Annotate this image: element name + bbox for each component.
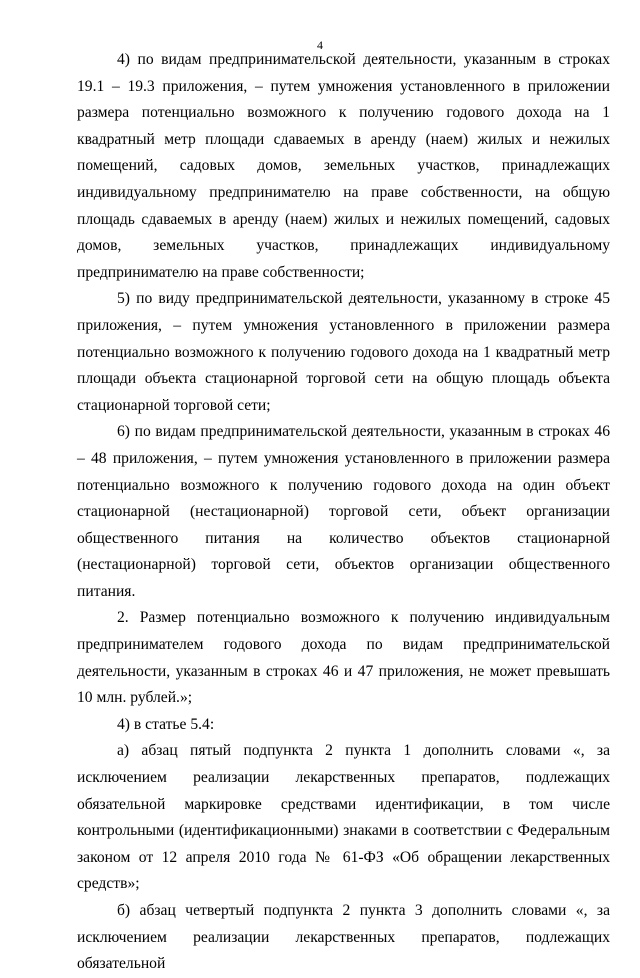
paragraph-item-4: 4) по видам предпринимательской деятельности, указанным в строках 19.1 – 19.3 приложения, – путем умножения установленного в приложении размера потенциально возможного к получению годового дохода на 1 квадратный метр площади сдаваемых в аренду (наем) жилых и нежилых помещений, садовых домов, земельных участков, принадлежащих индивидуальному предпринимателю на праве собственности, на общую площадь сдаваемых в аренду (наем) жилых и нежилых помещений, садовых домов, земельных участков, принадлежащих индивидуальному предпринимателю на праве собственности;	[77, 51, 610, 281]
document-body	[77, 47, 610, 978]
paragraph-subitem-b: б) абзац четвертый подпункта 2 пункта 3 дополнить словами «, за исключением реализации лекарственных препаратов, подлежащих обязательной	[77, 902, 610, 973]
page-number: 4	[317, 38, 323, 52]
paragraph-subitem-a: а) абзац пятый подпункта 2 пункта 1 дополнить словами «, за исключением реализации лекарственных препаратов, подлежащих обязательной маркировке средствами идентификации, в том числе контрольными (идентификационными) знаками в соответствии с Федеральным законом от 12 апреля 2010 года № 61-ФЗ «Об обращении лекарственных средств»;	[77, 742, 610, 893]
paragraph-article-5-4: 4) в статье 5.4:	[117, 715, 215, 733]
paragraph-section-2: 2. Размер потенциально возможного к получению индивидуальным предпринимателем годового дохода по видам предпринимательской деятельности, указанным в строках 46 и 47 приложения, не может превышать 10 млн. рублей.»;	[77, 609, 610, 707]
paragraph-item-5: 5) по виду предпринимательской деятельности, указанному в строке 45 приложения, – путем умножения установленного в приложении размера потенциально возможного к получению годового дохода на 1 квадратный метр площади объекта стационарной торговой сети на общую площадь объекта стационарной торговой сети;	[77, 290, 610, 414]
paragraph-item-6: 6) по видам предпринимательской деятельности, указанным в строках 46 – 48 приложения, – путем умножения установленного в приложении размера потенциально возможного к получению годового дохода на один объект стационарной (нестационарной) торговой сети, объект организации общественного питания на количество объектов стационарной (нестационарной) торговой сети, объектов организации общественного питания.	[77, 423, 610, 600]
